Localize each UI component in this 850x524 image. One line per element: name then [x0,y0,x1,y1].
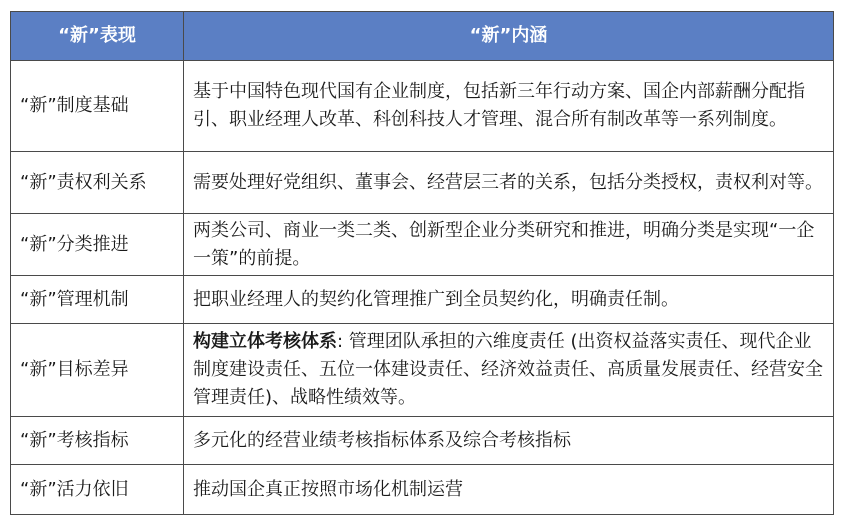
row-content-bold: 构建立体考核体系 [193,331,337,352]
row-feature-label: “新”活力依旧 [11,465,184,515]
row-feature-label: “新”目标差异 [11,324,184,417]
row-content-text: 需要处理好党组织、董事会、经营层三者的关系，包括分类授权，责权利对等。 [193,171,823,193]
row-content [184,276,834,324]
table-row [11,417,834,465]
row-content-text: 推动国企真正按照市场化机制运营 [193,478,463,500]
row-content [184,214,834,276]
table-row [11,61,834,152]
row-content-text: 两类公司、商业一类二类、创新型企业分类研究和推进，明确分类是实现“一企一策”的前提。 [193,219,815,269]
table-row [11,465,834,515]
row-content-text: 基于中国特色现代国有企业制度，包括新三年行动方案、国企内部薪酬分配指引、职业经理人改革、科创科技人才管理、混合所有制改革等一系列制度。 [193,81,805,130]
row-content [184,61,834,152]
row-content [184,152,834,214]
row-content [184,417,834,465]
header-connotation: “新”内涵 [184,12,834,61]
table-row [11,324,834,417]
row-feature-label: “新”分类推进 [11,214,184,276]
row-feature-label: “新”管理机制 [11,276,184,324]
table-row [11,276,834,324]
row-content [184,465,834,515]
table-header-row [11,12,834,61]
row-content [184,324,834,417]
header-performance: “新”表现 [11,12,184,61]
row-feature-label: “新”制度基础 [11,61,184,152]
row-feature-label: “新”责权利关系 [11,152,184,214]
row-feature-label: “新”考核指标 [11,417,184,465]
table-row [11,214,834,276]
row-content-text: : 管理团队承担的六维度责任 (出资权益落实责任、现代企业制度建设责任、五位一体建设责任、经济效益责任、高质量发展责任、经营安全管理责任)、战略性绩效等。 [193,331,823,408]
row-content-text: 多元化的经营业绩考核指标体系及综合考核指标 [193,429,571,451]
table-row [11,152,834,214]
new-connotation-table [10,11,834,515]
row-content-text: 把职业经理人的契约化管理推广到全员契约化，明确责任制。 [193,288,679,310]
